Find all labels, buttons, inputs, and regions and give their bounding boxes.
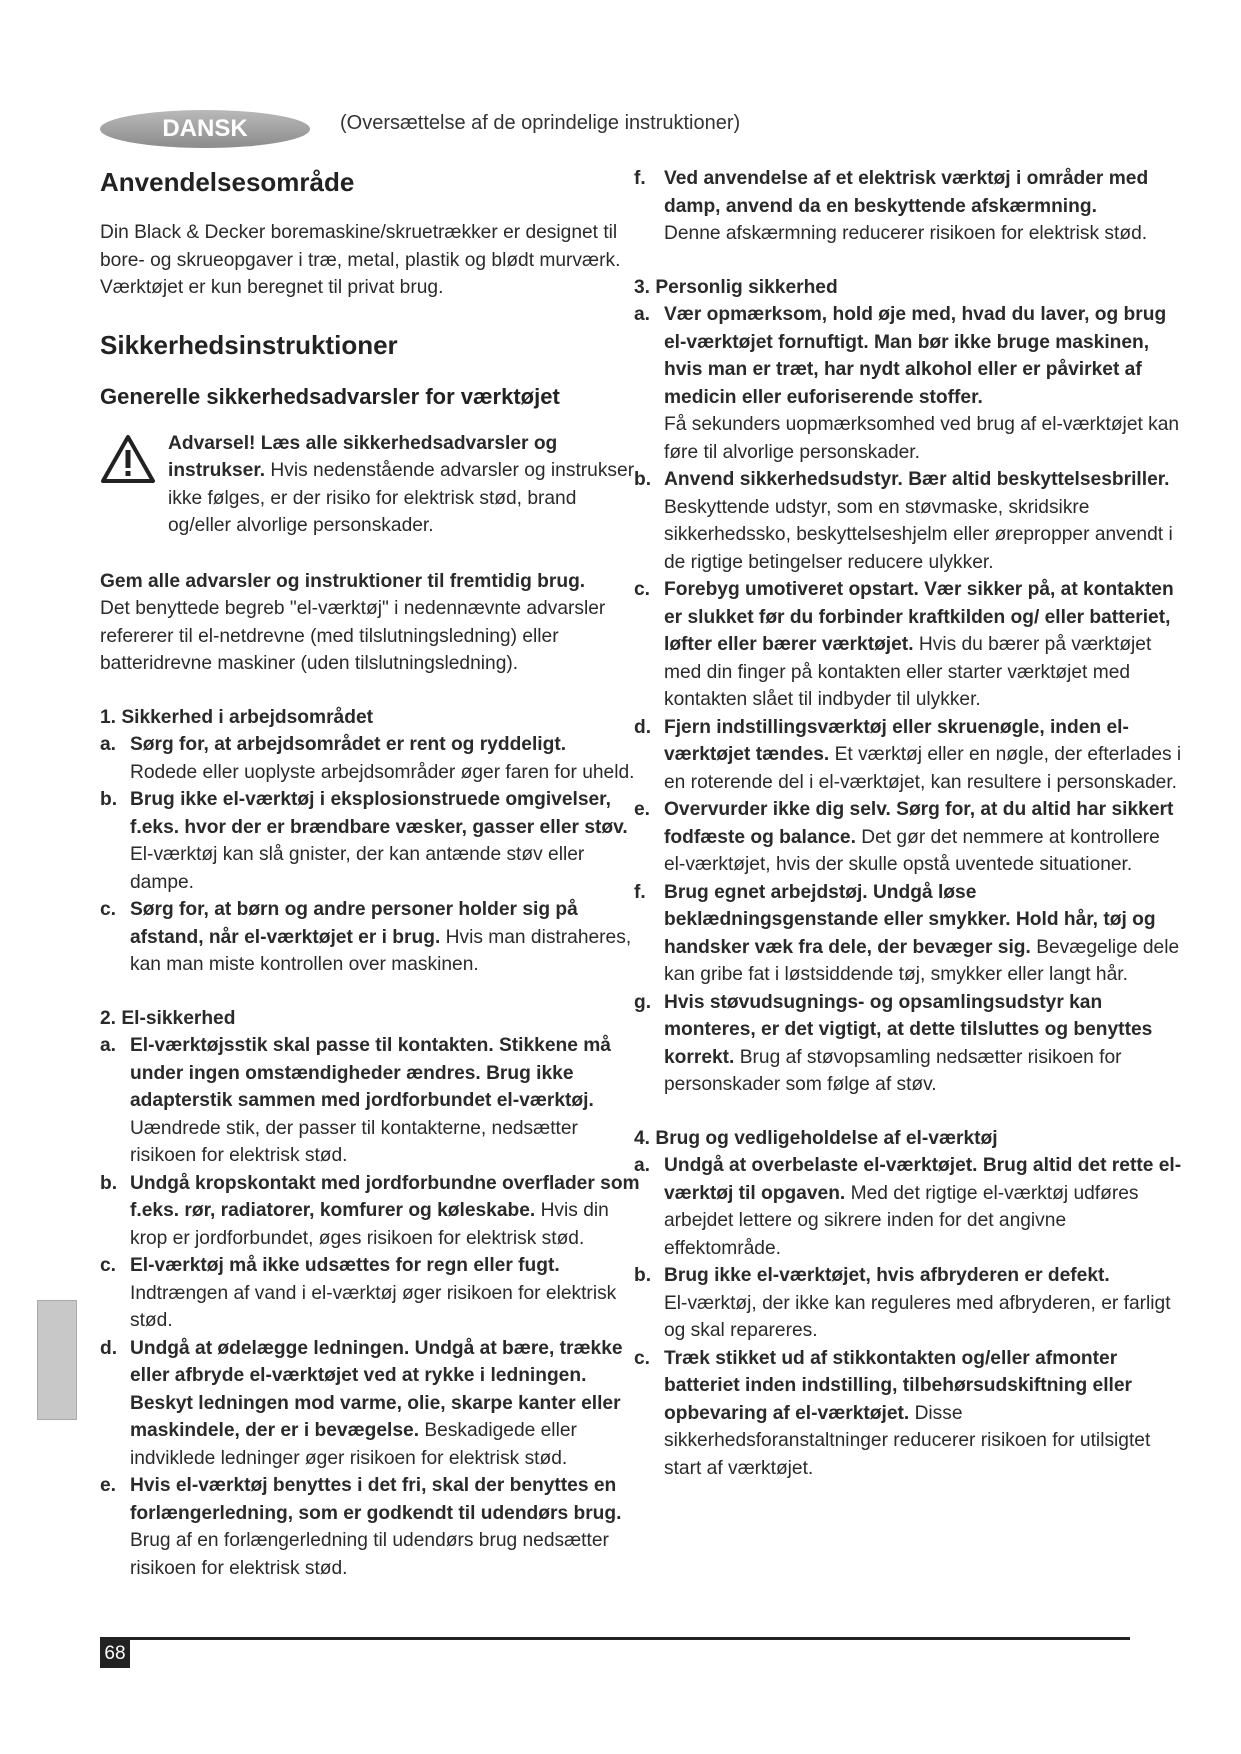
item-bold: Sørg for, at arbejdsområdet er rent og ryddeligt. [130, 734, 567, 755]
item-label: b. [634, 469, 652, 490]
personal-item-f [634, 879, 1184, 989]
item-bold: Sørg for, at børn og andre personer holder sig på afstand, når el-værktøjet er i brug. [130, 899, 578, 948]
item-text: Indtrængen af vand i el-værktøj øger risikoen for elektrisk stød. [130, 1282, 617, 1331]
item-label: e. [100, 1475, 117, 1496]
item-text: Brug af støvopsamling nedsætter risikoen for personskader som følge af støv. [664, 1046, 1122, 1095]
general-warnings-title: Generelle sikkerhedsadvarsler for værktøjet [100, 383, 560, 409]
item-text: Hvis du bærer på værktøjet med din finger på kontakten eller starter værktøjet med kontakten slået til indbyder til ulykker. [664, 634, 1152, 710]
right-column [634, 165, 1184, 1482]
item-text: Disse sikkerhedsforanstaltninger reducerer risikoen for utilsigtet start af værktøjet. [664, 1402, 1151, 1479]
item-text: Få sekunders uopmærksomhed ved brug af el-værktøjet kan føre til alvorlige personskader. [664, 414, 1180, 463]
usage-text: Din Black & Decker boremaskine/skruetrækker er designet til bore- og skrueopgaver i træ, metal, plastik og blødt murværk. Værktøjet er kun beregnet til privat brug. [100, 222, 621, 298]
item-text: Med det rigtige el-værktøj udføres arbejdet lettere og sikrere inden for det angivne effektområde. [664, 1182, 1139, 1259]
item-label: a. [100, 734, 117, 755]
electrical-item-c [100, 1252, 640, 1335]
warning-bold: Advarsel! Læs alle sikkerhedsadvarsler og instrukser. [168, 432, 558, 481]
item-label: f. [634, 881, 646, 903]
item-label: c. [100, 899, 117, 920]
translation-note: (Oversættelse af de oprindelige instruktioner) [340, 112, 741, 134]
item-label: b. [634, 1265, 652, 1286]
item-text: Rodede eller uoplyste arbejdsområder øger faren for uheld. [130, 761, 635, 783]
item-text: Bevægelige dele kan gribe fat i løstsiddende tøj, smykker eller langt hår. [664, 936, 1180, 985]
item-bold: Hvis el-værktøj benyttes i det fri, skal der benyttes en forlængerledning, som er godkendt til udendørs brug. [130, 1475, 622, 1524]
item-bold: Fjern indstillingsværktøj eller skruenøgle, inden el-værktøjet tændes. [664, 716, 1129, 765]
item-label: c. [634, 1347, 651, 1369]
left-column [100, 165, 640, 1582]
personal-item-b [634, 466, 1184, 576]
personal-safety-title: 3. Personlig sikkerhed [634, 276, 838, 298]
item-bold: Undgå at overbelaste el-værktøjet. Brug altid det rette el-værktøj til opgaven. [664, 1155, 1182, 1204]
item-bold: Brug ikke el-værktøjet, hvis afbryderen er defekt. [664, 1265, 1110, 1286]
item-label: d. [100, 1337, 118, 1359]
item-bold: El-værktøj må ikke udsættes for regn eller fugt. [130, 1255, 560, 1276]
safety-title: Sikkerhedsinstruktioner [100, 329, 398, 360]
item-text: Beskadigede eller indviklede ledninger øger risikoen for elektrisk stød. [130, 1420, 577, 1469]
electrical-item-e [100, 1472, 640, 1582]
item-label: a. [634, 1155, 651, 1176]
item-label: b. [100, 789, 118, 810]
save-instructions-text: Det benyttede begreb "el-værktøj" i nedennævnte advarsler refererer til el-netdrevne (med tilslutningsledning) eller batteridrevne maskiner (uden tilslutningsledning). [100, 598, 606, 674]
personal-item-d [634, 714, 1184, 797]
personal-item-c [634, 576, 1184, 714]
electrical-item-d [100, 1335, 640, 1473]
item-text: Hvis man distraheres, kan man miste kontrollen over maskinen. [130, 926, 632, 975]
item-text: El-værktøj kan slå gnister, der kan antænde støv eller dampe. [130, 844, 585, 893]
item-bold: El-værktøjsstik skal passe til kontakten. Stikkene må under ingen omstændigheder ændres. Brug ikke adapterstik sammen med jordforbundet el-værktøj. [130, 1035, 611, 1111]
work-area-item-c [100, 896, 640, 979]
item-label: c. [634, 579, 651, 600]
item-label: a. [100, 1035, 117, 1056]
page-number: 68 [100, 1639, 130, 1668]
maintenance-item-a [634, 1152, 1184, 1262]
personal-item-g [634, 989, 1184, 1099]
electrical-item-f [634, 165, 1184, 248]
item-label: g. [634, 991, 652, 1013]
warning-triangle-icon [100, 434, 156, 484]
maintenance-item-c [634, 1345, 1184, 1483]
item-text: Et værktøj eller en nøgle, der efterlades i en roterende del i el-værktøjet, kan resultere i personskader. [664, 744, 1182, 793]
item-label: d. [634, 716, 652, 738]
item-label: f. [634, 168, 646, 189]
item-bold: Anvend sikkerhedsudstyr. Bær altid beskyttelsesbriller. [664, 469, 1170, 490]
maintenance-title: 4. Brug og vedligeholdelse af el-værktøj [634, 1127, 998, 1149]
item-label: a. [634, 304, 651, 325]
save-instructions-bold: Gem alle advarsler og instruktioner til fremtidig brug. [100, 570, 586, 592]
side-tab-marker [37, 1300, 77, 1420]
item-text: El-værktøj, der ikke kan reguleres med afbryderen, er farligt og skal repareres. [664, 1292, 1171, 1341]
footer-rule [100, 1637, 1130, 1640]
language-badge: DANSK [100, 110, 310, 148]
personal-item-e [634, 796, 1184, 879]
item-bold: Brug ikke el-værktøj i eksplosionstruede omgivelser, f.eks. hvor der er brændbare væsker, gasser eller støv. [130, 789, 628, 838]
item-text: Uændrede stik, der passer til kontakterne, nedsætter risikoen for elektrisk stød. [130, 1117, 578, 1166]
item-bold: Forebyg umotiveret opstart. Vær sikker på, at kontakten er slukket før du forbinder kraftkilden og/ eller batteriet, løfter eller bærer værktøjet. [664, 579, 1174, 655]
item-bold: Brug egnet arbejdstøj. Undgå løse beklædningsgenstande eller smykker. Hold hår, tøj og handsker væk fra dele, der bevæger sig. [664, 881, 1156, 958]
item-text: Brug af en forlængerledning til udendørs brug nedsætter risikoen for elektrisk stød. [130, 1530, 609, 1579]
usage-title: Anvendelsesområde [100, 167, 355, 197]
item-label: e. [634, 799, 651, 820]
electrical-title: 2. El-sikkerhed [100, 1007, 236, 1029]
warning-body: Hvis nedenstående advarsler og instrukser ikke følges, er der risiko for elektrisk stød, brand og/eller alvorlige personskader. [168, 460, 635, 536]
item-text: Hvis din krop er jordforbundet, øges risikoen for elektrisk stød. [130, 1200, 609, 1249]
item-bold: Vær opmærksom, hold øje med, hvad du laver, og brug el-værktøjet fornuftigt. Man bør ikke bruge maskinen, hvis man er træt, har nydt alkohol eller er påvirket af medicin eller euforiserende stoffer. [664, 304, 1167, 408]
warning-text [168, 430, 640, 540]
item-text: Det gør det nemmere at kontrollere el-værktøjet, hvis der skulle opstå uventede situationer. [664, 826, 1160, 875]
item-bold: Overvurder ikke dig selv. Sørg for, at du altid har sikkert fodfæste og balance. [664, 799, 1174, 848]
work-area-title: 1. Sikkerhed i arbejdsområdet [100, 706, 374, 728]
item-label: c. [100, 1255, 117, 1276]
work-area-item-a [100, 731, 640, 786]
personal-item-a [634, 301, 1184, 466]
item-text: Beskyttende udstyr, som en støvmaske, skridsikre sikkerhedssko, beskyttelseshjelm eller ørepropper anvendt i de rigtige betingelser reducere ulykker. [664, 496, 1173, 573]
item-bold: Hvis støvudsugnings- og opsamlingsudstyr kan monteres, er det vigtigt, at dette tilsluttes og benyttes korrekt. [664, 991, 1153, 1068]
item-bold: Undgå kropskontakt med jordforbundne overflader som f.eks. rør, radiatorer, komfurer og køleskabe. [130, 1172, 640, 1221]
electrical-item-b [100, 1170, 640, 1253]
item-bold: Ved anvendelse af et elektrisk værktøj i områder med damp, anvend da en beskyttende afskærmning. [664, 168, 1149, 217]
electrical-item-a [100, 1032, 640, 1170]
item-label: b. [100, 1172, 118, 1194]
maintenance-item-b [634, 1262, 1184, 1345]
item-bold: Træk stikket ud af stikkontakten og/eller afmonter batteriet inden indstilling, tilbehørsudskiftning eller opbevaring af el-værktøjet. [664, 1347, 1132, 1424]
item-bold: Undgå at ødelægge ledningen. Undgå at bære, trække eller afbryde el-værktøjet ved at rykke i ledningen. Beskyt ledningen mod varme, olie, skarpe kanter eller maskindele, der er i bevægelse. [130, 1337, 623, 1441]
warning-block [100, 430, 640, 540]
item-text: Denne afskærmning reducerer risikoen for elektrisk stød. [664, 223, 1148, 244]
work-area-item-b [100, 786, 640, 896]
